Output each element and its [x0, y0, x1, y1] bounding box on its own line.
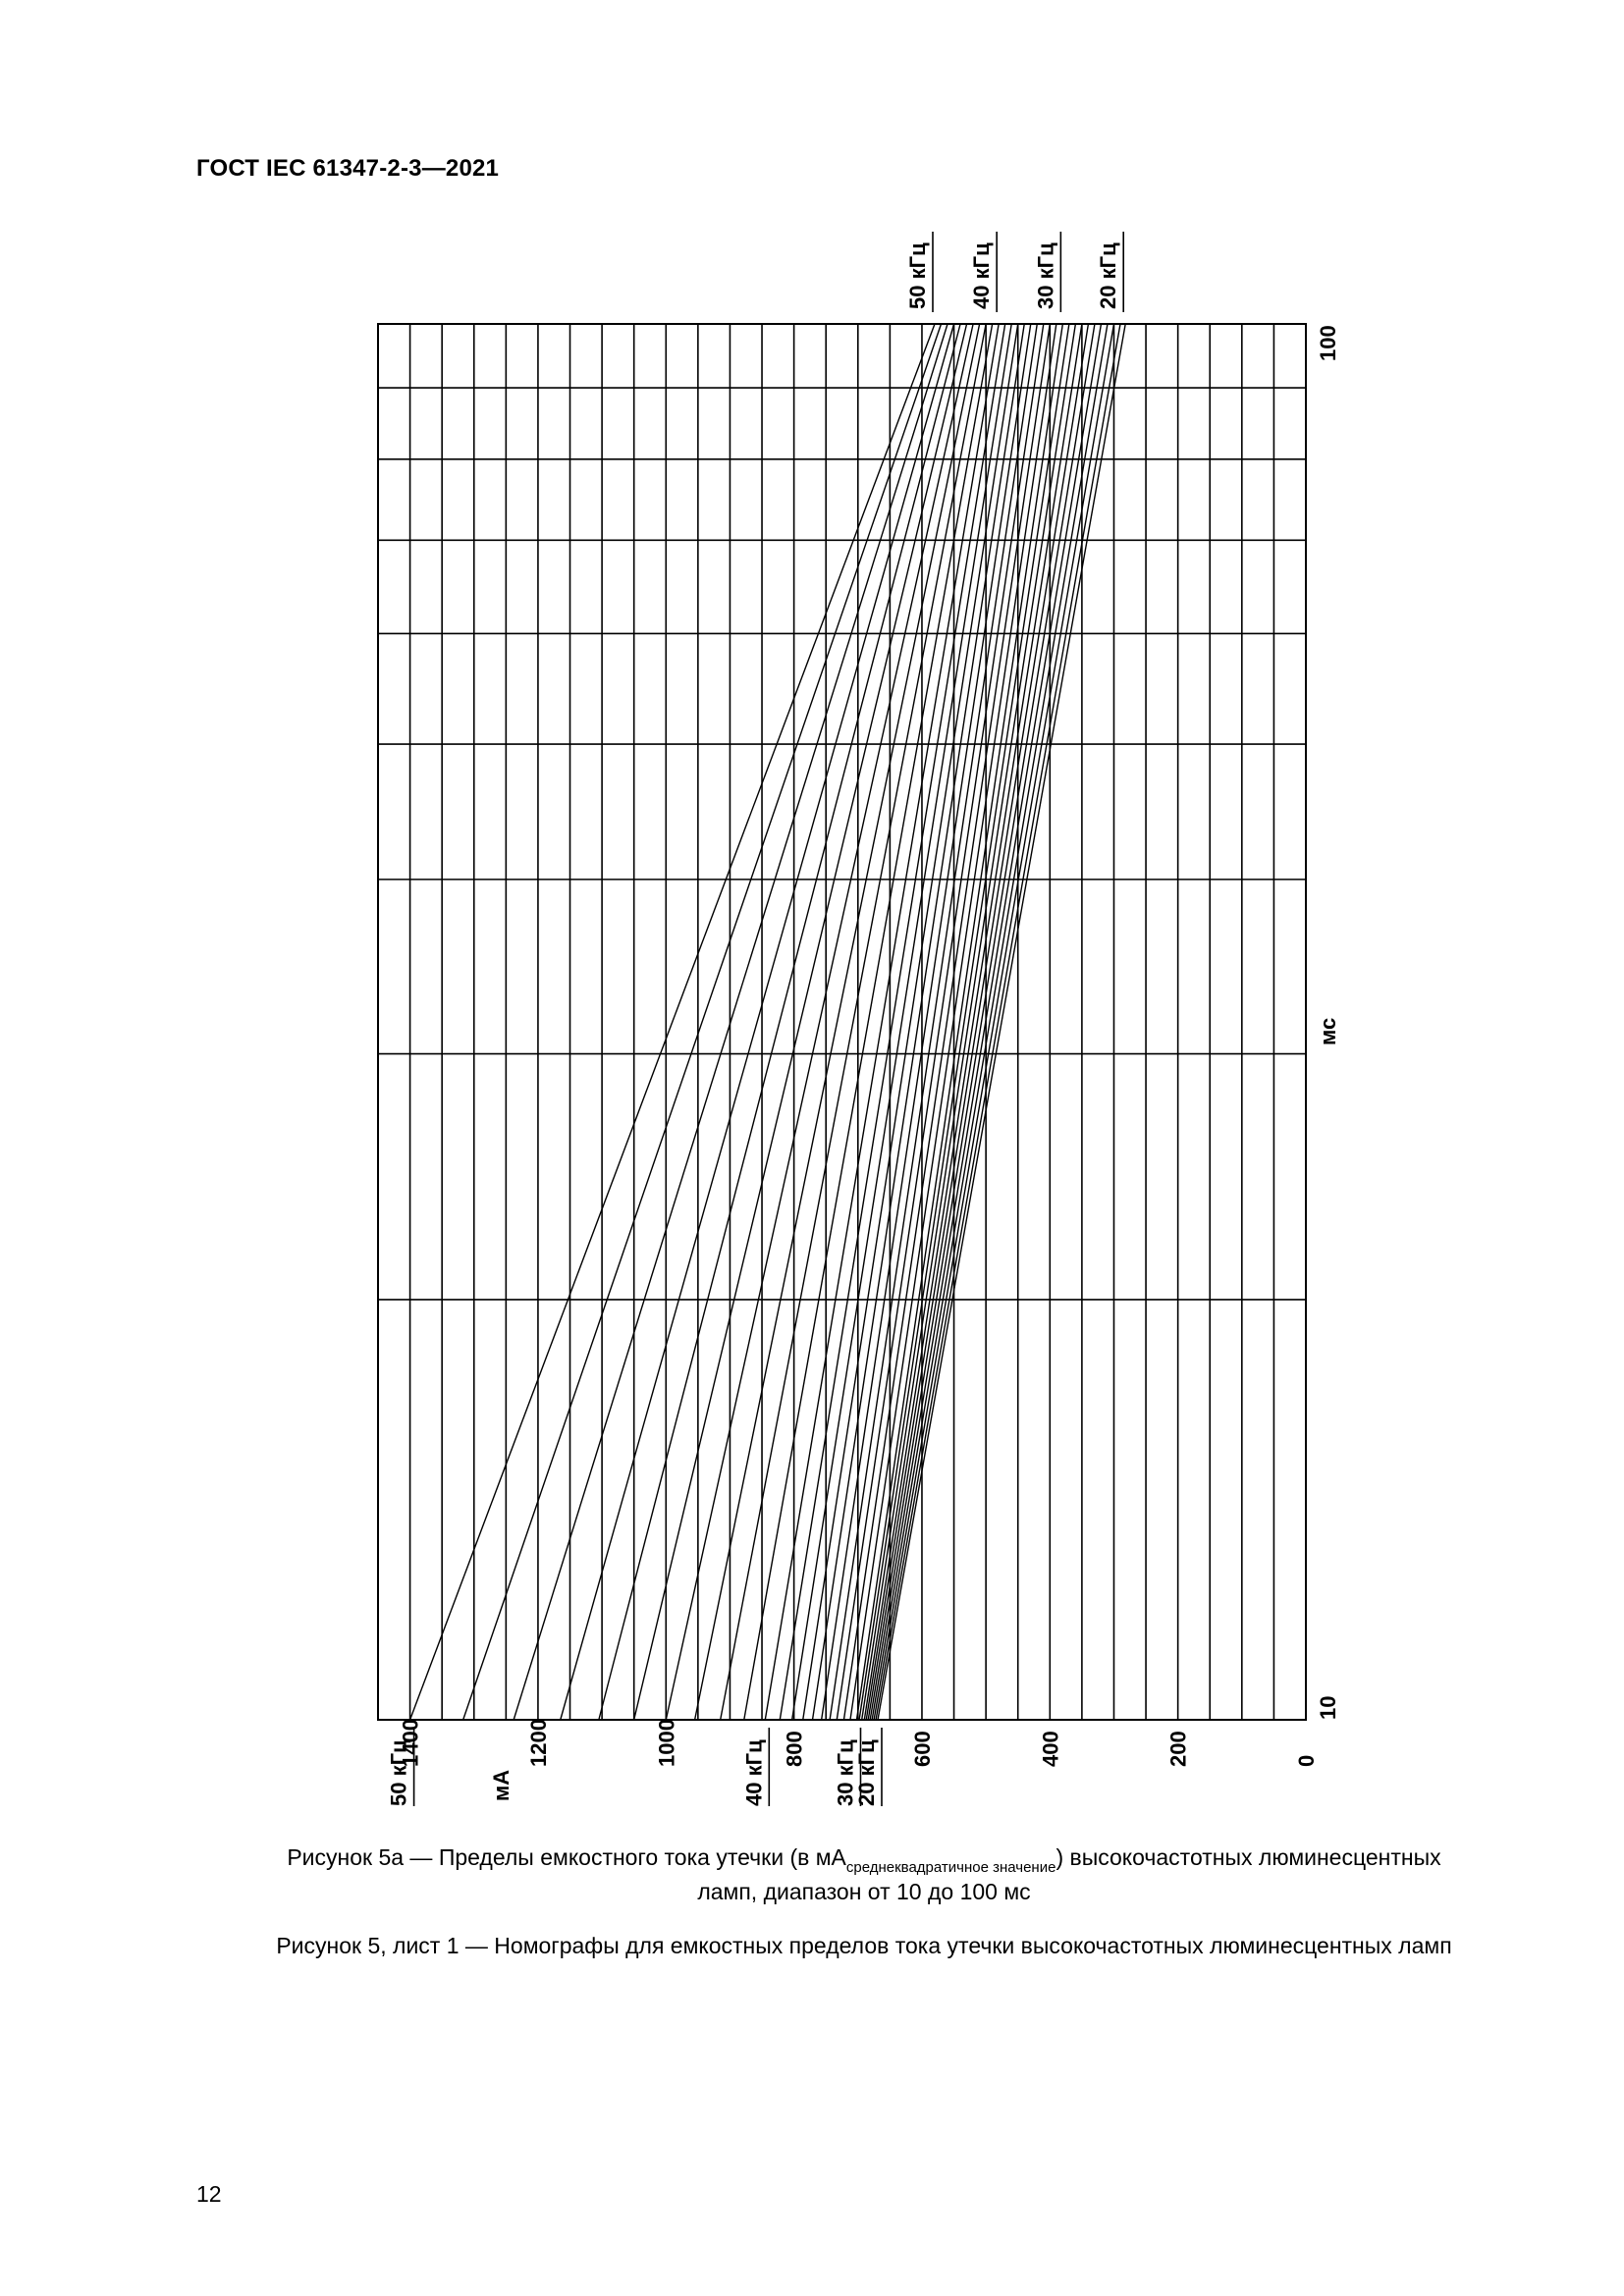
series-line: [463, 324, 942, 1720]
figure-5a-caption-post: ) высокочастотных люминесцентных: [1056, 1844, 1441, 1870]
y-axis-label: мА: [489, 1769, 514, 1801]
tick-label-ma: 400: [1038, 1731, 1063, 1767]
figure-5a-caption-pre: Рисунок 5а — Пределы емкостного тока утечки (в мА: [287, 1844, 846, 1870]
tick-label-ma: 1200: [525, 1719, 551, 1767]
series-line: [872, 324, 1108, 1720]
tick-label-ma: 200: [1165, 1731, 1191, 1767]
frequency-label-top: 30 кГц: [1033, 242, 1058, 309]
frequency-label-top: 20 кГц: [1096, 242, 1121, 309]
series-line: [876, 324, 1120, 1720]
series-line: [866, 324, 1088, 1720]
chart-frame: [378, 324, 1306, 1720]
series-line: [862, 324, 1076, 1720]
figure-5a-caption-sub: среднеквадратичное значение: [845, 1859, 1056, 1876]
series-line: [856, 324, 1062, 1720]
frequency-label-top: 50 кГц: [905, 242, 930, 309]
tick-label-ma: 800: [782, 1731, 807, 1767]
series-line: [878, 324, 1125, 1720]
document-header: ГОСТ IEC 61347-2-3—2021: [196, 155, 500, 182]
page-number: 12: [196, 2181, 222, 2207]
series-line: [830, 324, 1037, 1720]
figure-5a-caption-line2: ламп, диапазон от 10 до 100 мс: [697, 1879, 1031, 1904]
frequency-label-bottom: 40 кГц: [741, 1739, 767, 1806]
series-line: [599, 324, 960, 1720]
tick-label-ms: 10: [1316, 1695, 1340, 1720]
series-line: [410, 324, 935, 1720]
frequency-label-bottom: 20 кГц: [853, 1739, 879, 1806]
series-line: [695, 324, 980, 1720]
frequency-label-bottom: 30 кГц: [833, 1739, 858, 1806]
x-axis-label: мс: [1316, 1017, 1340, 1045]
series-line: [666, 324, 973, 1720]
chart-grid: [378, 324, 1306, 1720]
tick-label-ms: 100: [1316, 325, 1340, 361]
figure-5a-caption: [187, 1845, 1542, 1904]
series-line: [561, 324, 954, 1720]
series-line: [813, 324, 1025, 1720]
tick-label-ma: 0: [1294, 1754, 1319, 1767]
tick-label-ma: 1400: [398, 1719, 423, 1767]
frequency-label-bottom: 50 кГц: [386, 1739, 411, 1806]
series-line: [843, 324, 1050, 1720]
frequency-label-top: 40 кГц: [969, 242, 995, 309]
tick-label-ma: 600: [909, 1731, 935, 1767]
figure-5-sheet-caption: Рисунок 5, лист 1 — Номографы для емкостных пределов тока утечки высокочастотных люминесцентных ламп: [276, 1933, 1452, 1958]
chart-labels: [387, 232, 1340, 1806]
tick-label-ma: 1000: [654, 1719, 679, 1767]
series-line: [780, 324, 1004, 1720]
